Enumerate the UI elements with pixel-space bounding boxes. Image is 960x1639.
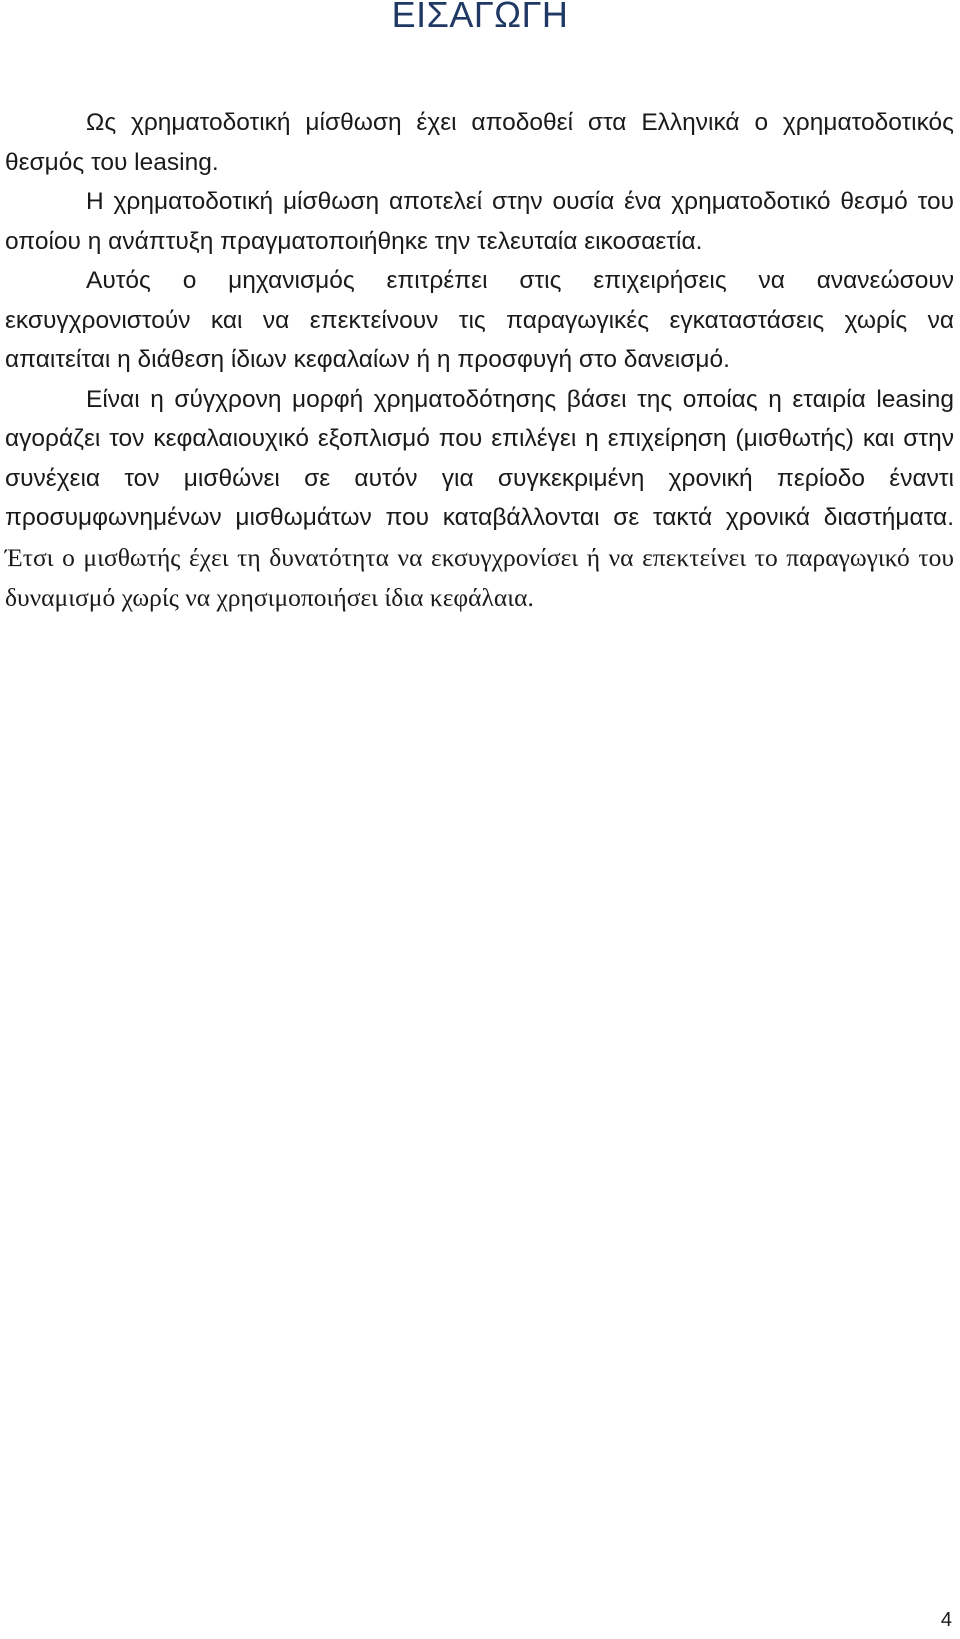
paragraph: Αυτός ο μηχανισμός επιτρέπει στις επιχειρήσεις να ανανεώσουν εκσυγχρονιστούν και να επεκτείνουν τις παραγωγικές εγκαταστάσεις χωρίς να απαιτείται η διάθεση ίδιων κεφαλαίων ή η προσφυγή στο δανεισμό.: [5, 267, 954, 373]
paragraph-text: Είναι η σύγχρονη μορφή χρηματοδότησης βάσει της οποίας η εταιρία leasing αγοράζει τον κεφαλαιουχικό εξοπλισμό που επιλέγει η επιχείρηση (μισθωτής) και στην συνέχεια τον μισθώνει σε αυτόν για συγκεκριμένη χρονική περίοδο έναντι προσυμφωνημένων μισθωμάτων που καταβάλλονται σε τακτά χρονικά διαστήματα.: [5, 385, 954, 531]
page-title: ΕΙΣΑΓΩΓΗ: [391, 0, 569, 35]
paragraph: [5, 380, 954, 619]
paragraph-text-serif: Έτσι ο μισθωτής έχει τη δυνατότητα να εκσυγχρονίσει ή να επεκτείνει το παραγωγικό του δυναμισμό χωρίς να χρησιμοποιήσει ίδια κεφάλαια.: [5, 542, 954, 612]
paragraph: Η χρηματοδοτική μίσθωση αποτελεί στην ουσία ένα χρηματοδοτικό θεσμό του οποίου η ανάπτυξη πραγματοποιήθηκε την τελευταία εικοσαετία.: [5, 188, 954, 255]
paragraph: Ως χρηματοδοτική μίσθωση έχει αποδοθεί στα Ελληνικά ο χρηματοδοτικός θεσμός του leasing.: [5, 109, 954, 176]
document-body: [5, 103, 954, 619]
page-number: 4: [940, 1609, 952, 1631]
